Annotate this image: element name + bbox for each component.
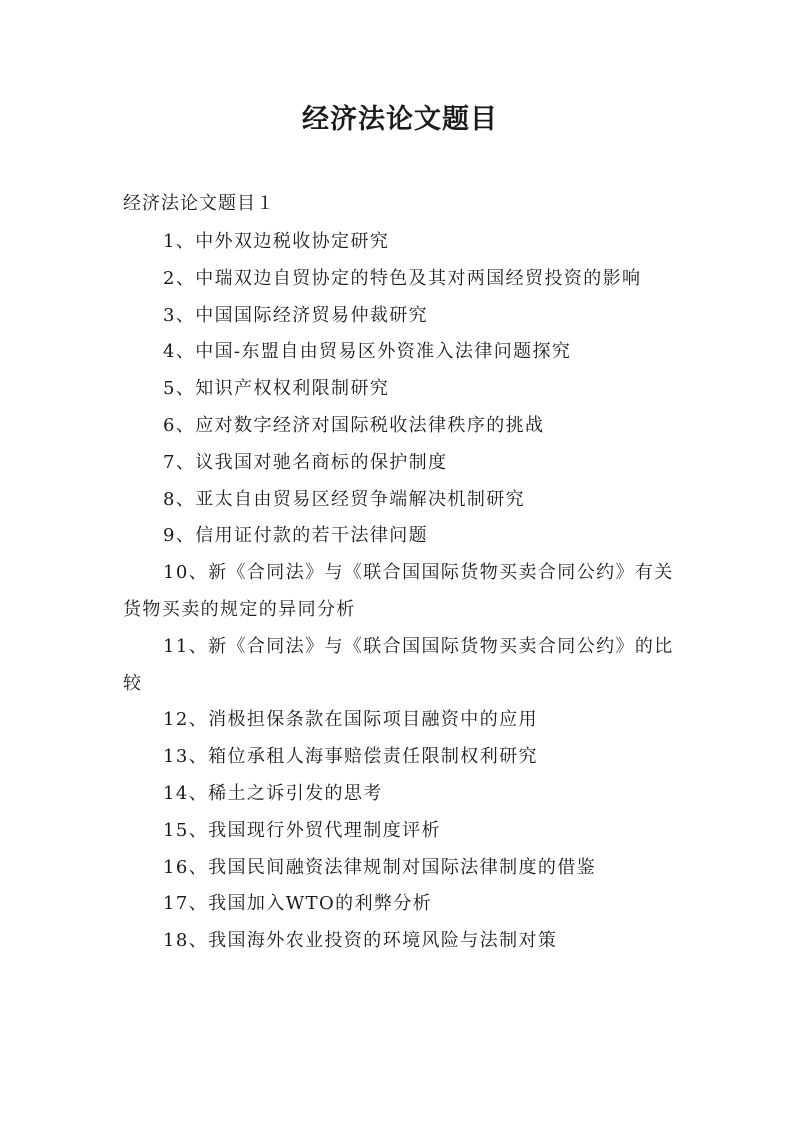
- topic-item: 8、亚太自由贸易区经贸争端解决机制研究: [163, 488, 526, 510]
- topic-item: 1、中外双边税收协定研究: [163, 231, 390, 252]
- topic-item: 3、中国国际经济贸易仲裁研究: [163, 304, 429, 326]
- topic-item: 7、议我国对驰名商标的保护制度: [163, 451, 448, 473]
- topic-item: 14、稀土之诉引发的思考: [163, 782, 383, 804]
- topic-item: 11、新《合同法》与《联合国国际货物买卖合同公约》的比较: [123, 635, 674, 694]
- topic-item: 5、知识产权权利限制研究: [163, 378, 390, 400]
- topic-item: 6、应对数字经济对国际税收法律秩序的挑战: [163, 414, 545, 436]
- topic-item: 18、我国海外农业投资的环境风险与法制对策: [163, 930, 558, 952]
- topic-item: 2、中瑞双边自贸协定的特色及其对两国经贸投资的影响: [163, 267, 642, 289]
- topic-list: [123, 224, 693, 960]
- topic-item: 15、我国现行外贸代理制度评析: [163, 819, 441, 841]
- section-title: 经济法论文题目１: [123, 193, 275, 214]
- topic-item: 13、箱位承租人海事赔偿责任限制权利研究: [163, 746, 538, 768]
- document-title: 经济法论文题目: [302, 104, 498, 135]
- topic-item: 4、中国-东盟自由贸易区外资准入法律问题探究: [163, 341, 572, 363]
- topic-item: 16、我国民间融资法律规制对国际法律制度的借鉴: [163, 856, 597, 878]
- topic-item: 12、消极担保条款在国际项目融资中的应用: [163, 709, 538, 731]
- topic-item: 9、信用证付款的若干法律问题: [163, 525, 429, 547]
- topic-item: 10、新《合同法》与《联合国国际货物买卖合同公约》有关货物买卖的规定的异同分析: [123, 562, 674, 620]
- topic-item: 17、我国加入WTO的利弊分析: [163, 893, 433, 915]
